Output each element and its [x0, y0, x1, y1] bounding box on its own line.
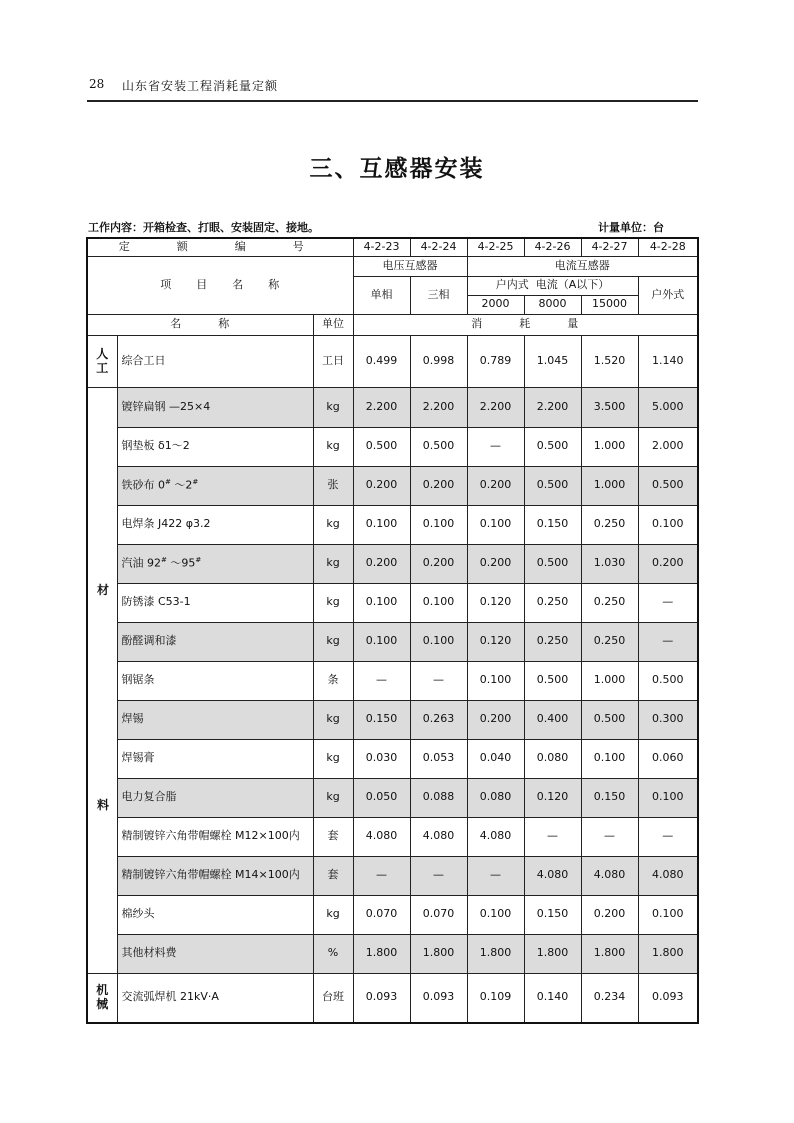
- category-label-top: 材: [96, 582, 109, 597]
- group-row: [87, 256, 698, 276]
- outdoor-header: 户外式: [638, 276, 698, 314]
- row-value: 1.140: [638, 335, 698, 387]
- name-column-label: 名 称: [87, 314, 313, 335]
- row-value: 0.109: [467, 973, 524, 1023]
- materials-row: [87, 817, 698, 856]
- quota-code: 4-2-24: [410, 238, 467, 256]
- row-value: —: [353, 661, 410, 700]
- row-name: 精制镀锌六角带帽螺栓 M14×100内: [117, 856, 313, 895]
- category-materials: [87, 387, 117, 973]
- row-value: 4.080: [638, 856, 698, 895]
- row-value: 0.100: [410, 505, 467, 544]
- labor-row: [87, 335, 698, 387]
- row-value: 2.000: [638, 427, 698, 466]
- name-part: ～2: [170, 479, 193, 492]
- row-name: 其他材料费: [117, 934, 313, 973]
- row-value: 2.200: [410, 387, 467, 427]
- row-value: 0.200: [410, 466, 467, 505]
- measurement-unit: 计量单位：台: [598, 221, 664, 234]
- row-unit: kg: [313, 739, 353, 778]
- row-value: 0.040: [467, 739, 524, 778]
- row-value: 2.200: [467, 387, 524, 427]
- row-value: 0.200: [410, 544, 467, 583]
- row-value: 0.070: [410, 895, 467, 934]
- quota-code: 4-2-23: [353, 238, 410, 256]
- row-value: 0.100: [467, 895, 524, 934]
- quota-code: 4-2-25: [467, 238, 524, 256]
- category-labor: [87, 335, 117, 387]
- row-value: —: [353, 856, 410, 895]
- category-label-bottom: 料: [96, 797, 109, 812]
- row-value: —: [467, 856, 524, 895]
- row-unit: kg: [313, 505, 353, 544]
- row-value: 0.150: [353, 700, 410, 739]
- single-phase-header: 单相: [353, 276, 410, 314]
- materials-row: [87, 700, 698, 739]
- row-value: 0.100: [638, 778, 698, 817]
- row-value: 4.080: [524, 856, 581, 895]
- row-value: 0.070: [353, 895, 410, 934]
- row-value: 0.120: [467, 622, 524, 661]
- row-value: 4.080: [467, 817, 524, 856]
- column-label-row: [87, 314, 698, 335]
- name-part: 汽油 92: [121, 557, 161, 570]
- category-label: 机械: [96, 983, 109, 1012]
- grade-mark: #: [192, 478, 199, 487]
- quota-code: 4-2-27: [581, 238, 638, 256]
- row-value: 0.088: [410, 778, 467, 817]
- voltage-transformer-group: 电压互感器: [353, 256, 467, 276]
- row-unit: %: [313, 934, 353, 973]
- row-value: —: [410, 661, 467, 700]
- materials-row: [87, 739, 698, 778]
- work-content: 工作内容：开箱检查、打眼、安装固定、接地。: [88, 221, 319, 234]
- row-value: 0.150: [524, 505, 581, 544]
- current-label: 电流（A以下）: [535, 278, 610, 292]
- row-name: [117, 466, 313, 505]
- row-value: 0.100: [638, 505, 698, 544]
- row-value: 1.030: [581, 544, 638, 583]
- row-value: 0.263: [410, 700, 467, 739]
- materials-row: [87, 427, 698, 466]
- page-number: 28: [89, 77, 105, 91]
- row-value: 5.000: [638, 387, 698, 427]
- row-value: 0.100: [353, 505, 410, 544]
- row-value: —: [410, 856, 467, 895]
- category-label: 人工: [96, 346, 109, 375]
- row-name: 电力复合脂: [117, 778, 313, 817]
- item-name-label: 项 目 名 称: [87, 256, 353, 314]
- row-value: 0.500: [524, 427, 581, 466]
- row-unit: kg: [313, 622, 353, 661]
- row-value: 1.800: [581, 934, 638, 973]
- row-value: 1.000: [581, 427, 638, 466]
- row-unit: 套: [313, 856, 353, 895]
- row-name: 综合工日: [117, 335, 313, 387]
- row-value: 0.030: [353, 739, 410, 778]
- row-value: 0.500: [524, 466, 581, 505]
- row-value: 0.500: [638, 661, 698, 700]
- row-value: 0.500: [410, 427, 467, 466]
- row-value: 0.093: [353, 973, 410, 1023]
- row-value: 0.060: [638, 739, 698, 778]
- row-value: 4.080: [353, 817, 410, 856]
- materials-row: [87, 661, 698, 700]
- row-value: 0.200: [467, 544, 524, 583]
- row-value: 0.500: [524, 661, 581, 700]
- row-name: 酚醛调和漆: [117, 622, 313, 661]
- consumption-label: 消 耗 量: [353, 314, 698, 335]
- row-value: —: [467, 427, 524, 466]
- book-title: 山东省安装工程消耗量定额: [122, 79, 279, 93]
- row-value: 0.234: [581, 973, 638, 1023]
- row-value: 1.520: [581, 335, 638, 387]
- row-unit: kg: [313, 895, 353, 934]
- row-value: 0.100: [353, 622, 410, 661]
- row-name: 精制镀锌六角带帽螺栓 M12×100内: [117, 817, 313, 856]
- materials-row: [87, 934, 698, 973]
- row-value: 0.120: [467, 583, 524, 622]
- row-name: 焊锡膏: [117, 739, 313, 778]
- current-transformer-group: 电流互感器: [467, 256, 698, 276]
- row-unit: kg: [313, 544, 353, 583]
- row-value: 1.800: [524, 934, 581, 973]
- section-title: 三、互感器安装: [309, 156, 485, 182]
- row-value: 1.000: [581, 466, 638, 505]
- current-value: 15000: [581, 295, 638, 314]
- page-header: [87, 74, 698, 102]
- row-value: 0.499: [353, 335, 410, 387]
- row-value: 0.789: [467, 335, 524, 387]
- indoor-label: 户内式: [495, 278, 529, 292]
- indoor-current-header: [467, 276, 638, 295]
- name-part: ～95: [166, 557, 196, 570]
- row-value: 4.080: [410, 817, 467, 856]
- row-value: 0.200: [638, 544, 698, 583]
- row-value: 0.093: [638, 973, 698, 1023]
- row-unit: kg: [313, 778, 353, 817]
- current-value: 8000: [524, 295, 581, 314]
- row-value: 0.100: [467, 661, 524, 700]
- row-name: 棉纱头: [117, 895, 313, 934]
- materials-row: [87, 387, 698, 427]
- row-value: 1.800: [353, 934, 410, 973]
- row-value: 0.300: [638, 700, 698, 739]
- row-name: 电焊条 J422 φ3.2: [117, 505, 313, 544]
- row-value: 1.000: [581, 661, 638, 700]
- row-value: 0.250: [524, 583, 581, 622]
- row-value: 0.100: [638, 895, 698, 934]
- row-value: 0.200: [353, 466, 410, 505]
- row-value: 0.250: [581, 505, 638, 544]
- row-name: 防锈漆 C53-1: [117, 583, 313, 622]
- current-value: 2000: [467, 295, 524, 314]
- materials-row: [87, 544, 698, 583]
- grade-mark: #: [161, 556, 167, 565]
- row-value: 0.053: [410, 739, 467, 778]
- row-name: 钢垫板 δ1～2: [117, 427, 313, 466]
- row-value: 0.100: [353, 583, 410, 622]
- row-value: 0.500: [524, 544, 581, 583]
- row-value: 0.080: [467, 778, 524, 817]
- row-value: 0.100: [410, 622, 467, 661]
- row-value: 2.200: [353, 387, 410, 427]
- row-value: 3.500: [581, 387, 638, 427]
- row-value: —: [638, 622, 698, 661]
- materials-row: [87, 505, 698, 544]
- row-unit: 条: [313, 661, 353, 700]
- row-value: —: [581, 817, 638, 856]
- machinery-row: [87, 973, 698, 1023]
- row-value: 1.800: [410, 934, 467, 973]
- quota-code: 4-2-26: [524, 238, 581, 256]
- row-value: 0.200: [467, 700, 524, 739]
- row-unit: 工日: [313, 335, 353, 387]
- row-unit: 套: [313, 817, 353, 856]
- materials-row: [87, 895, 698, 934]
- row-value: 4.080: [581, 856, 638, 895]
- materials-row: [87, 856, 698, 895]
- row-value: 0.120: [524, 778, 581, 817]
- three-phase-header: 三相: [410, 276, 467, 314]
- row-value: 0.500: [353, 427, 410, 466]
- row-value: 0.093: [410, 973, 467, 1023]
- row-value: 2.200: [524, 387, 581, 427]
- row-value: —: [638, 817, 698, 856]
- quota-code-label: 定 额 编 号: [87, 238, 353, 256]
- row-value: 0.998: [410, 335, 467, 387]
- category-machinery: [87, 973, 117, 1023]
- row-value: 0.500: [581, 700, 638, 739]
- materials-row: [87, 778, 698, 817]
- quota-code-row: [87, 238, 698, 256]
- row-name: 焊锡: [117, 700, 313, 739]
- row-value: —: [638, 583, 698, 622]
- row-unit: kg: [313, 583, 353, 622]
- row-name: 交流弧焊机 21kV·A: [117, 973, 313, 1023]
- row-value: 0.100: [581, 739, 638, 778]
- row-value: 0.200: [581, 895, 638, 934]
- grade-mark: #: [165, 478, 171, 487]
- materials-row: [87, 466, 698, 505]
- row-value: 0.100: [467, 505, 524, 544]
- row-value: 0.140: [524, 973, 581, 1023]
- row-value: 0.100: [410, 583, 467, 622]
- row-unit: kg: [313, 700, 353, 739]
- grade-mark: #: [195, 556, 202, 565]
- row-value: 0.250: [524, 622, 581, 661]
- row-value: 0.050: [353, 778, 410, 817]
- row-value: 0.080: [524, 739, 581, 778]
- row-name: 钢锯条: [117, 661, 313, 700]
- row-value: 0.200: [353, 544, 410, 583]
- row-value: 0.200: [467, 466, 524, 505]
- row-value: 1.800: [638, 934, 698, 973]
- row-value: 1.800: [467, 934, 524, 973]
- name-part: 铁砂布 0: [121, 479, 165, 492]
- row-value: 1.045: [524, 335, 581, 387]
- row-value: 0.500: [638, 466, 698, 505]
- quota-table: [86, 237, 699, 1024]
- row-name: [117, 544, 313, 583]
- row-value: 0.150: [581, 778, 638, 817]
- row-unit: 台班: [313, 973, 353, 1023]
- row-value: 0.250: [581, 622, 638, 661]
- materials-row: [87, 583, 698, 622]
- row-unit: 张: [313, 466, 353, 505]
- row-name: 镀锌扁钢 —25×4: [117, 387, 313, 427]
- row-value: 0.400: [524, 700, 581, 739]
- row-value: 0.150: [524, 895, 581, 934]
- quota-code: 4-2-28: [638, 238, 698, 256]
- row-unit: kg: [313, 387, 353, 427]
- row-unit: kg: [313, 427, 353, 466]
- unit-column-label: 单位: [313, 314, 353, 335]
- materials-row: [87, 622, 698, 661]
- row-value: 0.250: [581, 583, 638, 622]
- row-value: —: [524, 817, 581, 856]
